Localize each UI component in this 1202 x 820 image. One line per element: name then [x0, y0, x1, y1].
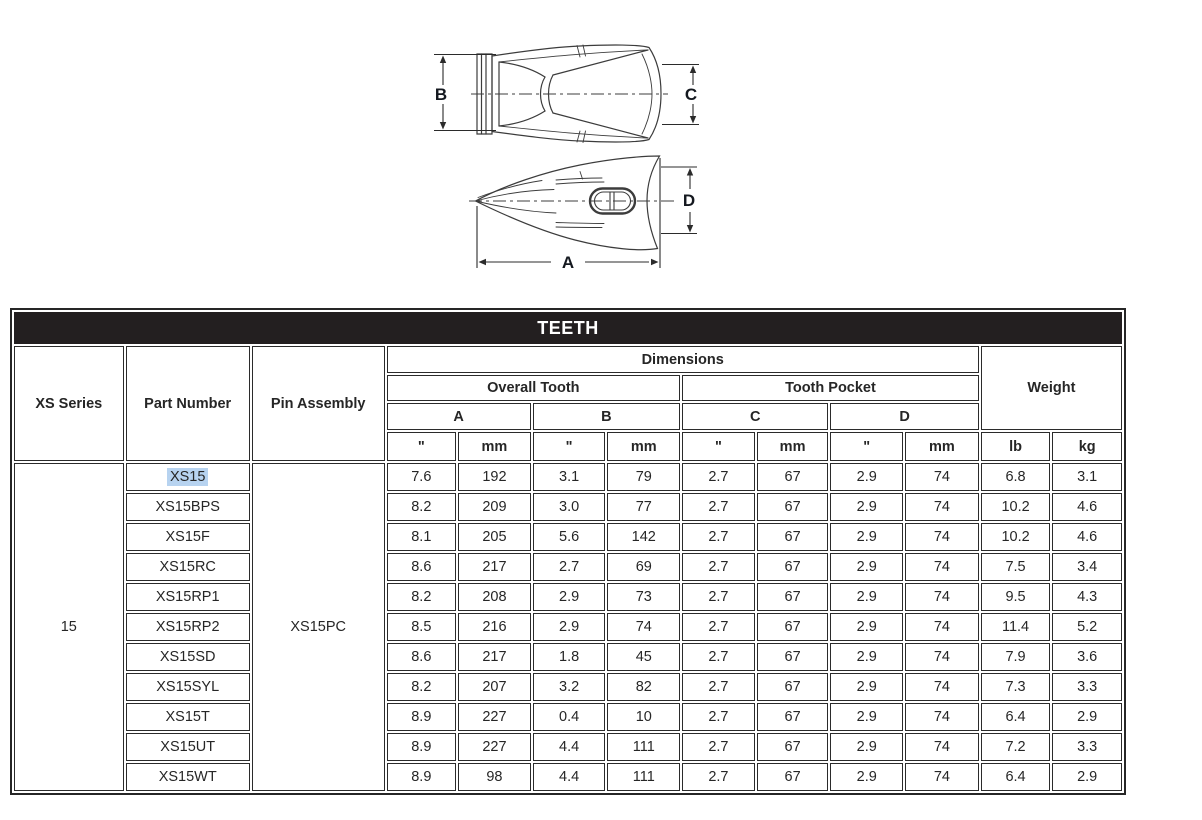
data-cell: 2.9 — [830, 493, 903, 521]
part-number-cell: XS15T — [126, 703, 250, 731]
data-cell: 67 — [757, 643, 829, 671]
tooth-side-view — [476, 156, 660, 250]
col-header-dim-b: B — [533, 403, 680, 430]
data-cell: 5.2 — [1052, 613, 1122, 641]
data-cell: 10.2 — [981, 493, 1051, 521]
data-cell: 1.8 — [533, 643, 606, 671]
dimension-a-lines — [477, 158, 660, 268]
unit-header-lb: lb — [981, 432, 1051, 461]
col-header-dim-a: A — [387, 403, 531, 430]
data-cell: 77 — [607, 493, 680, 521]
data-cell: 2.7 — [682, 703, 755, 731]
data-cell: 67 — [757, 463, 829, 491]
data-cell: 45 — [607, 643, 680, 671]
data-cell: 74 — [905, 583, 979, 611]
part-number-cell — [126, 463, 250, 491]
data-cell: 2.7 — [682, 463, 755, 491]
data-cell: 2.9 — [830, 763, 903, 791]
table-row — [14, 733, 1122, 761]
table-title-row — [14, 312, 1122, 344]
data-cell: 8.5 — [387, 613, 457, 641]
part-number-cell: XS15SD — [126, 643, 250, 671]
data-cell: 208 — [458, 583, 531, 611]
data-cell: 2.9 — [830, 673, 903, 701]
table-row — [14, 553, 1122, 581]
data-cell: 2.9 — [533, 613, 606, 641]
col-header-part-number: Part Number — [126, 346, 250, 461]
data-cell: 205 — [458, 523, 531, 551]
col-header-dim-d: D — [830, 403, 978, 430]
data-cell: 0.4 — [533, 703, 606, 731]
data-cell: 3.2 — [533, 673, 606, 701]
unit-header-kg: kg — [1052, 432, 1122, 461]
table-row — [14, 703, 1122, 731]
unit-header-mm: mm — [757, 432, 829, 461]
pin-assembly-cell: XS15PC — [252, 463, 385, 791]
data-cell: 2.9 — [830, 463, 903, 491]
data-cell: 74 — [905, 463, 979, 491]
data-cell: 73 — [607, 583, 680, 611]
data-cell: 2.7 — [682, 763, 755, 791]
data-cell: 2.9 — [1052, 703, 1122, 731]
data-cell: 67 — [757, 583, 829, 611]
data-cell: 9.5 — [981, 583, 1051, 611]
col-header-weight: Weight — [981, 346, 1122, 430]
data-cell: 207 — [458, 673, 531, 701]
data-cell: 69 — [607, 553, 680, 581]
part-number-cell: XS15F — [126, 523, 250, 551]
data-cell: 2.9 — [1052, 763, 1122, 791]
dimension-label-c: C — [684, 85, 698, 104]
data-cell: 10 — [607, 703, 680, 731]
unit-header-mm: mm — [458, 432, 531, 461]
data-cell: 74 — [607, 613, 680, 641]
data-cell: 7.2 — [981, 733, 1051, 761]
table-row — [14, 583, 1122, 611]
unit-header-in: " — [830, 432, 903, 461]
unit-header-in: " — [682, 432, 755, 461]
data-cell: 82 — [607, 673, 680, 701]
part-number-cell: XS15RP2 — [126, 613, 250, 641]
table-title: TEETH — [14, 312, 1122, 344]
data-cell: 7.3 — [981, 673, 1051, 701]
data-cell: 3.3 — [1052, 673, 1122, 701]
part-number-cell: XS15WT — [126, 763, 250, 791]
data-cell: 2.7 — [682, 583, 755, 611]
col-header-pin-assembly: Pin Assembly — [252, 346, 385, 461]
data-cell: 8.2 — [387, 493, 457, 521]
data-cell: 4.3 — [1052, 583, 1122, 611]
data-cell: 8.1 — [387, 523, 457, 551]
data-cell: 2.7 — [682, 613, 755, 641]
data-cell: 7.5 — [981, 553, 1051, 581]
unit-header-mm: mm — [607, 432, 680, 461]
data-cell: 227 — [458, 703, 531, 731]
data-cell: 8.6 — [387, 553, 457, 581]
data-cell: 217 — [458, 553, 531, 581]
data-cell: 5.6 — [533, 523, 606, 551]
table-row — [14, 613, 1122, 641]
table-row — [14, 673, 1122, 701]
data-cell: 111 — [607, 763, 680, 791]
unit-header-in: " — [387, 432, 457, 461]
data-cell: 74 — [905, 523, 979, 551]
data-cell: 67 — [757, 523, 829, 551]
col-header-dim-c: C — [682, 403, 828, 430]
data-cell: 3.3 — [1052, 733, 1122, 761]
data-cell: 8.9 — [387, 703, 457, 731]
table-row — [14, 463, 1122, 491]
tooth-dimension-diagram — [412, 28, 718, 278]
data-cell: 8.2 — [387, 673, 457, 701]
data-cell: 2.7 — [682, 733, 755, 761]
data-cell: 2.7 — [682, 493, 755, 521]
data-cell: 7.6 — [387, 463, 457, 491]
data-cell: 74 — [905, 613, 979, 641]
data-cell: 10.2 — [981, 523, 1051, 551]
data-cell: 2.9 — [830, 733, 903, 761]
data-cell: 2.9 — [533, 583, 606, 611]
data-cell: 67 — [757, 733, 829, 761]
data-cell: 4.4 — [533, 733, 606, 761]
table-row — [14, 763, 1122, 791]
data-cell: 2.7 — [682, 553, 755, 581]
data-cell: 6.4 — [981, 703, 1051, 731]
data-cell: 2.9 — [830, 703, 903, 731]
part-number-cell: XS15SYL — [126, 673, 250, 701]
data-cell: 74 — [905, 493, 979, 521]
table-row — [14, 523, 1122, 551]
data-cell: 2.7 — [682, 643, 755, 671]
data-cell: 74 — [905, 733, 979, 761]
data-cell: 7.9 — [981, 643, 1051, 671]
data-cell: 3.1 — [533, 463, 606, 491]
data-cell: 3.0 — [533, 493, 606, 521]
unit-header-mm: mm — [905, 432, 979, 461]
header-row-1 — [14, 346, 1122, 373]
data-cell: 192 — [458, 463, 531, 491]
data-cell: 111 — [607, 733, 680, 761]
data-cell: 209 — [458, 493, 531, 521]
data-cell: 2.7 — [682, 673, 755, 701]
part-number-cell: XS15UT — [126, 733, 250, 761]
data-cell: 67 — [757, 673, 829, 701]
data-cell: 3.6 — [1052, 643, 1122, 671]
table-row — [14, 493, 1122, 521]
data-cell: 2.9 — [830, 583, 903, 611]
dimension-label-d: D — [682, 191, 696, 210]
data-cell: 2.9 — [830, 643, 903, 671]
data-cell: 67 — [757, 493, 829, 521]
data-cell: 227 — [458, 733, 531, 761]
data-cell: 67 — [757, 613, 829, 641]
series-value-cell: 15 — [14, 463, 124, 791]
data-cell: 74 — [905, 643, 979, 671]
col-header-tooth-pocket: Tooth Pocket — [682, 375, 979, 401]
table-row — [14, 643, 1122, 671]
col-header-overall-tooth: Overall Tooth — [387, 375, 681, 401]
data-cell: 6.8 — [981, 463, 1051, 491]
data-cell: 4.4 — [533, 763, 606, 791]
data-cell: 4.6 — [1052, 493, 1122, 521]
data-cell: 6.4 — [981, 763, 1051, 791]
dimension-label-a: A — [561, 253, 575, 272]
data-cell: 217 — [458, 643, 531, 671]
col-header-dimensions: Dimensions — [387, 346, 979, 373]
unit-header-in: " — [533, 432, 606, 461]
data-cell: 67 — [757, 703, 829, 731]
teeth-spec-table — [10, 308, 1126, 795]
data-cell: 74 — [905, 703, 979, 731]
data-cell: 142 — [607, 523, 680, 551]
data-cell: 8.6 — [387, 643, 457, 671]
part-number-cell: XS15RP1 — [126, 583, 250, 611]
selected-text[interactable]: XS15 — [167, 468, 208, 486]
data-cell: 67 — [757, 553, 829, 581]
data-cell: 8.2 — [387, 583, 457, 611]
data-cell: 98 — [458, 763, 531, 791]
part-number-cell: XS15RC — [126, 553, 250, 581]
data-cell: 2.7 — [682, 523, 755, 551]
data-cell: 2.9 — [830, 553, 903, 581]
data-cell: 67 — [757, 763, 829, 791]
data-cell: 74 — [905, 763, 979, 791]
dimension-label-b: B — [434, 85, 448, 104]
data-cell: 11.4 — [981, 613, 1051, 641]
data-cell: 8.9 — [387, 733, 457, 761]
data-cell: 74 — [905, 673, 979, 701]
data-cell: 79 — [607, 463, 680, 491]
data-cell: 4.6 — [1052, 523, 1122, 551]
data-cell: 216 — [458, 613, 531, 641]
data-cell: 2.7 — [533, 553, 606, 581]
data-cell: 8.9 — [387, 763, 457, 791]
col-header-series: XS Series — [14, 346, 124, 461]
data-cell: 3.4 — [1052, 553, 1122, 581]
data-cell: 2.9 — [830, 613, 903, 641]
part-number-cell: XS15BPS — [126, 493, 250, 521]
data-cell: 2.9 — [830, 523, 903, 551]
data-cell: 3.1 — [1052, 463, 1122, 491]
data-cell: 74 — [905, 553, 979, 581]
